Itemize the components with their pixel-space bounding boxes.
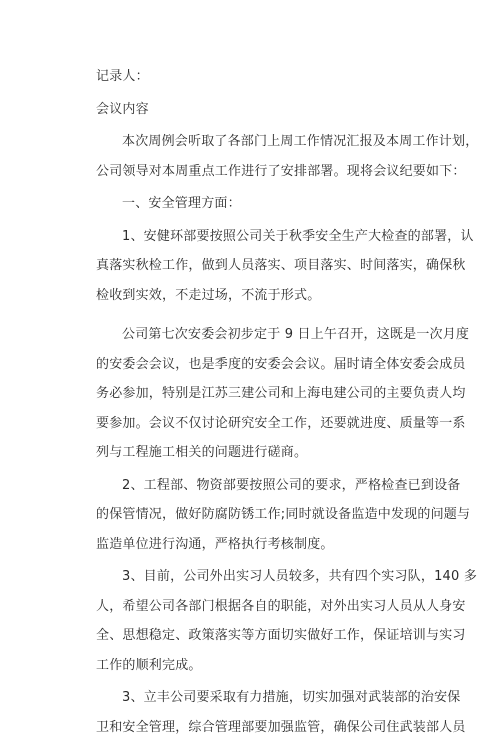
paragraph-line: 全、思想稳定、政策落实等方面切实做好工作，保证培训与实习: [96, 621, 442, 651]
paragraph-line: 本次周例会听取了各部门上周工作情况汇报及本周工作计划，: [96, 127, 442, 157]
paragraph-line: 检收到实效，不走过场，不流于形式。: [96, 281, 442, 311]
document-body: [96, 62, 442, 742]
paragraph-line: 公司第七次安委会初步定于 9 日上午召开，这既是一次月度: [96, 320, 442, 350]
paragraph-intro: [96, 127, 442, 186]
paragraph-item-3: [96, 562, 442, 680]
paragraph-line: 卫和安全管理，综合管理部要加强监管，确保公司住武装部人员: [96, 713, 442, 742]
paragraph-line: 真落实秋检工作，做到人员落实、项目落实、时间落实，确保秋: [96, 251, 442, 281]
paragraph-item-2: [96, 471, 442, 560]
paragraph-line: 1、安健环部要按照公司关于秋季安全生产大检查的部署，认: [96, 222, 442, 252]
paragraph-line: 工作的顺利完成。: [96, 651, 442, 681]
paragraph-line: 3、目前，公司外出实习人员较多，共有四个实习队，140 多: [96, 562, 442, 592]
paragraph-line: 一、安全管理方面：: [96, 189, 442, 219]
paragraph-item-3b: [96, 683, 442, 742]
paragraph-line: 2、工程部、物资部要按照公司的要求，严格检查已到设备: [96, 471, 442, 501]
paragraph-line: 公司领导对本周重点工作进行了安排部署。现将会议纪要如下：: [96, 157, 442, 187]
section-heading-safety: [96, 189, 442, 219]
paragraph-line: 务必参加，特别是江苏三建公司和上海电建公司的主要负责人均: [96, 379, 442, 409]
paragraph-line: 监造单位进行沟通，严格执行考核制度。: [96, 530, 442, 560]
paragraph-line: 要参加。会议不仅讨论研究安全工作，还要就进度、质量等一系: [96, 409, 442, 439]
paragraph-line: 的安委会会议，也是季度的安委会会议。届时请全体安委会成员: [96, 350, 442, 380]
section-label: 会议内容: [96, 95, 442, 125]
paragraph-line: 列与工程施工相关的问题进行磋商。: [96, 438, 442, 468]
paragraph-line: 3、立丰公司要采取有力措施，切实加强对武装部的治安保: [96, 683, 442, 713]
paragraph-item-1: [96, 222, 442, 311]
recorder-line: 记录人：: [96, 62, 442, 92]
paragraph-line: 的保管情况，做好防腐防锈工作;同时就设备监造中发现的问题与: [96, 500, 442, 530]
paragraph-line: 人，希望公司各部门根据各自的职能，对外出实习人员从人身安: [96, 592, 442, 622]
paragraph-safety-committee: [96, 320, 442, 468]
